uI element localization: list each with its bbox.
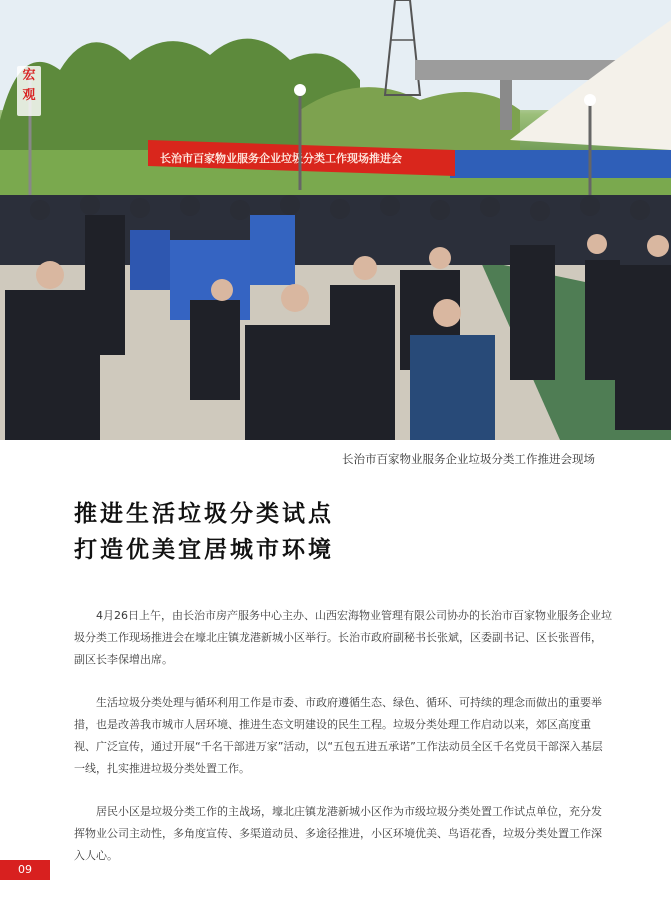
- page-number: 09: [0, 860, 50, 880]
- photo-caption: 长治市百家物业服务企业垃圾分类工作推进会现场: [342, 452, 595, 466]
- section-tag-char-1: 宏: [22, 68, 36, 83]
- paragraph-2: 生活垃圾分类处理与循环利用工作是市委、市政府遵循生态、绿色、循环、可持续的理念而做出的重要举措，也是改善我市城市人居环境、推进生态文明建设的民生工程。垃圾分类处理工作启动以来，郊区高度重视、广泛宣传，通过开展“千名干部进万家”活动，以“五包五进五承诺”工作法动员全区千名党员干部深入基层一线，扎实推进垃圾分类处置工作。: [74, 696, 603, 775]
- title-line-2: 打造优美宜居城市环境: [74, 536, 334, 563]
- article-body: [74, 605, 612, 888]
- paragraph-3: 居民小区是垃圾分类工作的主战场，壕北庄镇龙港新城小区作为市级垃圾分类处置工作试点单位，充分发挥物业公司主动性，多角度宣传、多渠道动员、多途径推进，小区环境优美、鸟语花香，垃圾分类处置工作深入人心。: [74, 805, 602, 862]
- event-photo: [0, 0, 671, 440]
- section-tag-char-2: 观: [22, 88, 36, 103]
- paragraph-1: 4月26日上午，由长治市房产服务中心主办、山西宏海物业管理有限公司协办的长治市百家物业服务企业垃圾分类工作现场推进会在壕北庄镇龙港新城小区举行。长治市政府副秘书长张斌，区委副书记、区长张晋伟，副区长李保增出席。: [74, 609, 612, 666]
- banner-text: 长治市百家物业服务企业垃圾分类工作现场推进会: [160, 152, 402, 165]
- title-line-1: 推进生活垃圾分类试点: [74, 500, 334, 527]
- article-title: [74, 496, 334, 568]
- section-tag: [17, 66, 41, 116]
